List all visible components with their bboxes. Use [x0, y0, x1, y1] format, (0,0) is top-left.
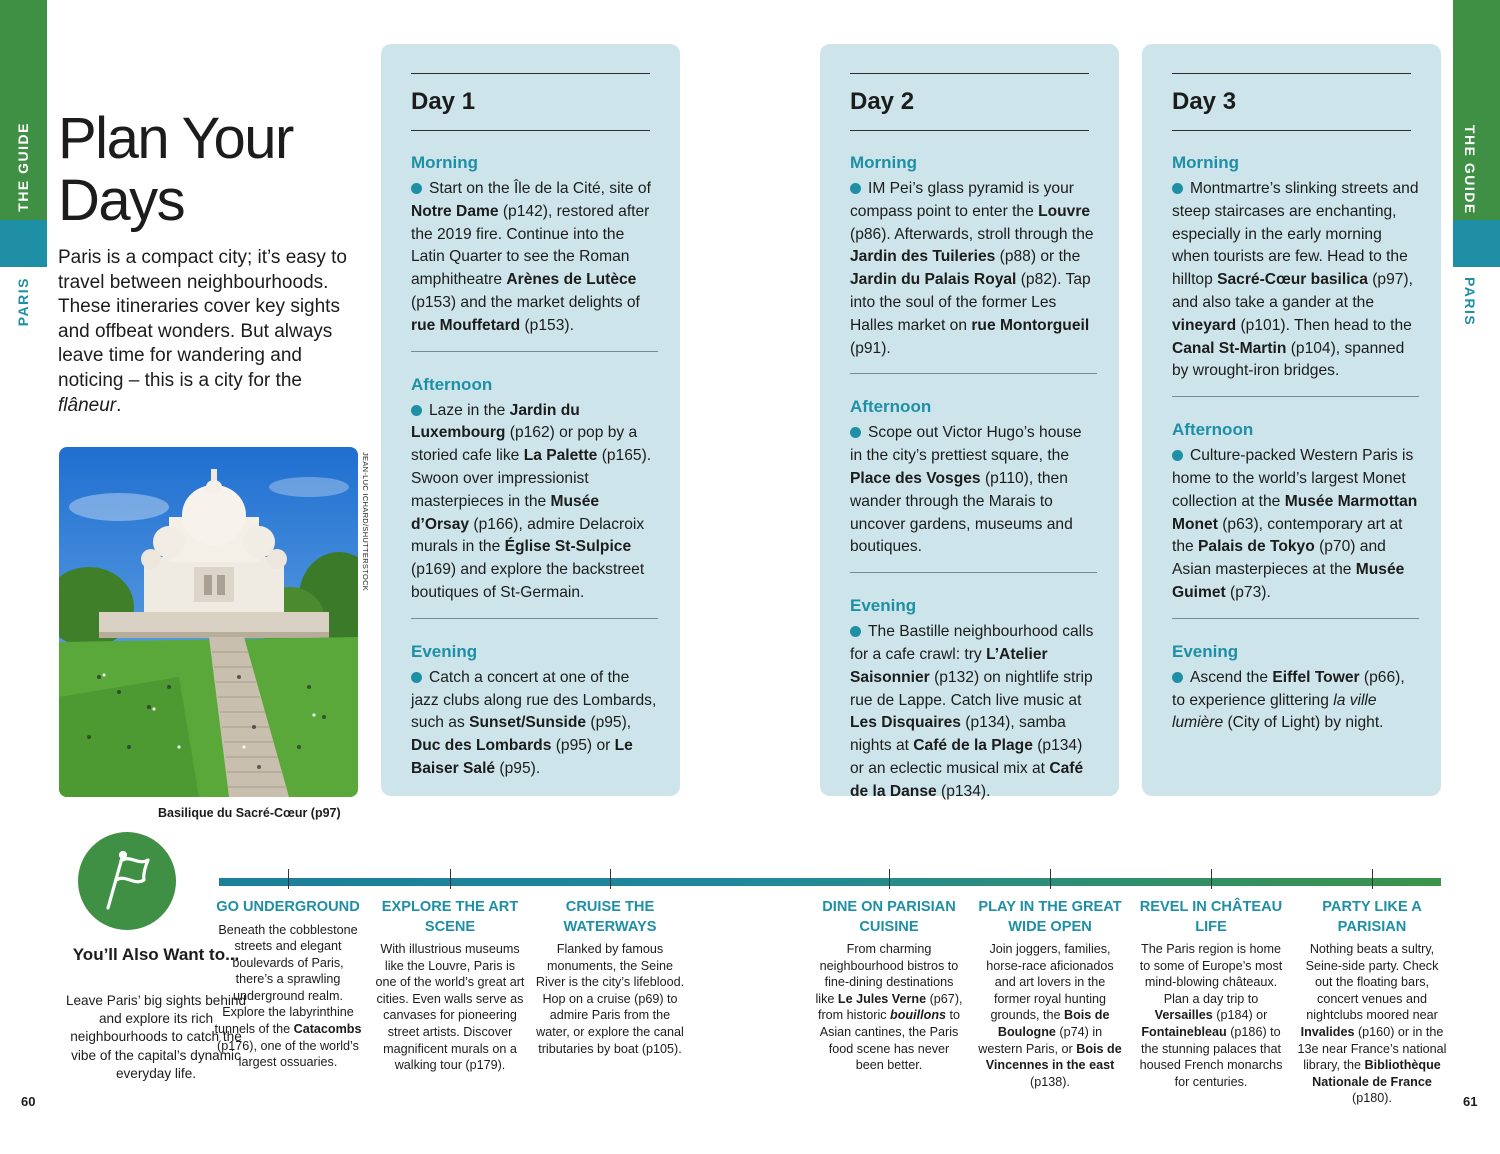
text-run: (p63), contemporary art at the [1172, 515, 1403, 556]
bold-place: L’Atelier Saisonnier [850, 645, 1048, 686]
left-city-label: PARIS [15, 277, 31, 327]
activity-title: REVEL IN CHÂTEAU LIFE [1139, 899, 1283, 935]
timeline-bar [219, 878, 1441, 886]
activity-title: EXPLORE THE ART SCENE [381, 899, 519, 935]
bold-place: Place des Vosges [850, 469, 981, 487]
text-run: (p138). [1030, 1074, 1070, 1089]
bold-place: Invalides [1300, 1024, 1355, 1039]
bold-place: Bois de Vincennes in the east [985, 1041, 1122, 1073]
slot-divider [850, 572, 1097, 573]
day-body [1172, 152, 1419, 735]
slot-text [411, 667, 658, 781]
text-run: The Bastille neighbourhood calls for a cafe crawl: try [850, 623, 1094, 663]
text-run: (p134) or an eclectic musical mix at [850, 737, 1083, 777]
activity-text [1297, 941, 1447, 1107]
bold-place: Catacombs [293, 1022, 362, 1037]
left-city-tab [0, 220, 47, 267]
activity [535, 898, 685, 1057]
activity [1297, 898, 1447, 1107]
slot-heading: Evening [411, 641, 478, 661]
bullet-dot-icon [1172, 672, 1183, 683]
photo-credit: JEAN-LUC ICHARD/SHUTTERSTOCK [361, 452, 370, 592]
text-run: (p101). Then head to the [1236, 316, 1412, 334]
text-run: (p73). [1225, 583, 1271, 601]
sacre-coeur-photo [59, 447, 358, 797]
timeline-tick [1372, 869, 1373, 889]
slot-divider [411, 618, 658, 619]
bold-place: Fontainebleau [1141, 1024, 1227, 1039]
day-title: Day 3 [1172, 88, 1237, 115]
text-run: From charming neighbourhood bistros to fine-dining destinations like [815, 942, 959, 1006]
text-run: Montmartre’s slinking streets and steep staircases are enchanting, especially in the early morning when tourists are few. Head to the hilltop [1172, 180, 1419, 289]
timeline-tick [610, 869, 611, 889]
activity-text [375, 941, 525, 1074]
also-title: You’ll Also Want to... [72, 945, 240, 964]
slot-heading: Evening [1172, 641, 1239, 661]
text-run: Join joggers, families, horse-race aficionados and art lovers in the former royal hunting grounds, the [986, 942, 1114, 1023]
text-run: (p70) and Asian masterpieces at the [1172, 538, 1386, 579]
text-run: (p160) or in the 13e near France’s national library, the [1297, 1024, 1447, 1073]
day-rule-bottom [411, 130, 650, 131]
right-guide-label: THE GUIDE [1462, 125, 1478, 215]
bold-place: Sacré-Cœur basilica [1217, 271, 1368, 289]
slot-divider [850, 373, 1097, 374]
activity-title: GO UNDERGROUND [216, 899, 360, 915]
bold-place: rue Montorgueil [971, 316, 1090, 334]
text-run: (p180). [1352, 1091, 1392, 1106]
text-run: Catch a concert at one of the jazz clubs along rue des Lombards, such as [411, 668, 657, 732]
text-run: (p176), one of the world’s largest ossuaries. [217, 1038, 359, 1070]
slot-text [411, 178, 658, 338]
text-run: (p74) in western Paris, or [978, 1024, 1103, 1056]
text-run: (p95). [495, 759, 541, 777]
italic-run: la ville lumière [1172, 691, 1377, 732]
text-run: (p166), admire Delacroix murals in the [411, 515, 645, 556]
left-guide-label: THE GUIDE [15, 122, 31, 212]
bold-place: Église St-Sulpice [504, 538, 632, 556]
bold-place: Jardin du Luxembourg [411, 401, 580, 442]
text-run: (p162) or pop by a storied cafe like [411, 424, 638, 465]
text-run: Beneath the cobblestone streets and elegant boulevards of Paris, there’s a sprawling underground realm. Explore the labyrinthine tunnels of the [214, 922, 358, 1037]
text-run: (p95), [586, 714, 632, 732]
slot-text [411, 400, 658, 605]
slot-text [850, 422, 1097, 559]
bold-place: rue Mouffetard [411, 316, 521, 334]
bold-place: Jardin des Tuileries [850, 248, 996, 266]
day-rule-top [850, 73, 1089, 74]
bold-place: Jardin du Palais Royal [850, 271, 1017, 289]
activity-title: PARTY LIKE A PARISIAN [1322, 899, 1422, 935]
bold-place: Le Jules Verne [837, 991, 927, 1006]
text-run: (p165). Swoon over impressionist masterpieces in the [411, 447, 652, 510]
text-run: (p88) or the [995, 248, 1081, 266]
day-rule-bottom [1172, 130, 1411, 131]
bold-place: Musée d’Orsay [411, 492, 600, 533]
text-run: (p153). [520, 316, 574, 334]
slot-text [850, 621, 1097, 803]
day-title: Day 1 [411, 88, 476, 115]
activity-text [975, 941, 1125, 1090]
bold-place: vineyard [1172, 316, 1237, 334]
bold-place: Eiffel Tower [1272, 668, 1360, 686]
text-run: (p186) to the stunning palaces that housed French monarchs for centuries. [1139, 1024, 1283, 1089]
text-run: Scope out Victor Hugo’s house in the city’s prettiest square, the [850, 424, 1082, 465]
bold-italic-run: bouillons [890, 1008, 947, 1023]
activity-text [213, 922, 363, 1071]
text-run: (City of Light) by night. [1223, 714, 1384, 732]
timeline-tick [1050, 869, 1051, 889]
bold-place: Duc des Lombards [411, 737, 552, 755]
timeline-tick [889, 869, 890, 889]
intro-text: Paris is a compact city; it’s easy to travel between neighbourhoods. These itineraries cover key sights and offbeat wonders. But always leave time for wandering and noticing – this is a city for the [58, 247, 347, 391]
text-run: Nothing beats a sultry, Seine-side party. Check out the floating bars, concert venues and nightclubs moored near [1305, 942, 1439, 1023]
photo-caption: Basilique du Sacré-Cœur (p97) [158, 806, 341, 820]
text-run: (p184) or [1212, 1008, 1268, 1023]
right-city-tab [1453, 220, 1500, 267]
bold-place: Bibliothèque Nationale de France [1312, 1058, 1441, 1089]
flag-icon [78, 832, 176, 930]
text-run: Laze in the [429, 401, 510, 419]
activity-title: CRUISE THE WATERWAYS [563, 899, 657, 935]
text-run: (p95) or [551, 737, 615, 755]
bold-place: Café de la Plage [913, 737, 1033, 755]
day-1-card [381, 44, 680, 796]
activity-text [535, 941, 685, 1057]
timeline-tick [1211, 869, 1212, 889]
text-run: (p110), then wander through the Marais to uncover gardens, museums and boutiques. [850, 469, 1073, 556]
day-rule-top [1172, 73, 1411, 74]
bold-place: Musée Guimet [1172, 561, 1405, 601]
bold-place: Canal St-Martin [1172, 339, 1287, 357]
slot-heading: Evening [850, 596, 917, 616]
bold-place: Arènes de Lutèce [506, 271, 637, 289]
bold-place: Le Baiser Salé [411, 737, 633, 777]
also-text: Leave Paris’ big sights behind and explore its rich neighbourhoods to catch the vibe of the capital’s dynamic everyday life. [65, 993, 247, 1081]
day-3-card [1142, 44, 1441, 796]
day-rule-top [411, 73, 650, 74]
text-run: The Paris region is home to some of Europe’s most mind-blowing châteaux. Plan a day trip to [1139, 942, 1283, 1006]
page-title: Plan Your Days [58, 106, 293, 233]
activity-text [1136, 941, 1286, 1090]
day-2-card [820, 44, 1119, 800]
text-run: (p91). [850, 339, 891, 357]
slot-heading: Morning [850, 153, 918, 172]
text-run: Start on the Île de la Cité, site of [429, 180, 651, 197]
bullet-dot-icon [411, 672, 422, 683]
bold-place: Les Disquaires [850, 714, 961, 732]
bold-place: Notre Dame [411, 202, 499, 220]
bullet-dot-icon [1172, 183, 1183, 194]
bullet-dot-icon [850, 183, 861, 194]
text-run: IM Pei’s glass pyramid is your compass point to enter the [850, 180, 1074, 220]
slot-text [1172, 667, 1419, 735]
activity [213, 898, 363, 1071]
bullet-dot-icon [1172, 450, 1183, 461]
bold-place: Palais de Tokyo [1198, 538, 1315, 556]
bullet-dot-icon [850, 427, 861, 438]
day-title: Day 2 [850, 88, 915, 115]
activity-title: PLAY IN THE GREAT WIDE OPEN [978, 899, 1122, 935]
text-run: (p104), spanned by wrought-iron bridges. [1172, 339, 1405, 380]
activity [975, 898, 1125, 1090]
right-city-label: PARIS [1462, 277, 1478, 327]
slot-text [850, 178, 1097, 360]
activity [814, 898, 964, 1074]
intro-end: . [116, 394, 122, 416]
text-run: (p169) and explore the backstreet boutiques of St-Germain. [411, 561, 645, 601]
text-run: Ascend the [1190, 668, 1273, 686]
slot-heading: Afternoon [850, 397, 932, 417]
timeline-tick [288, 869, 289, 889]
slot-heading: Morning [1172, 153, 1240, 172]
text-run: (p86). Afterwards, stroll through the [850, 225, 1094, 243]
intro-paragraph [58, 246, 368, 418]
intro-italic: flâneur [58, 394, 117, 416]
bold-place: Musée Marmottan Monet [1172, 492, 1418, 533]
text-run: (p97), and also take a gander at the [1172, 271, 1413, 311]
page-number-right: 61 [1463, 1094, 1478, 1109]
activity [1136, 898, 1286, 1090]
timeline-tick [450, 869, 451, 889]
slot-heading: Afternoon [411, 374, 493, 394]
page-number-left: 60 [21, 1094, 36, 1109]
slot-text [1172, 445, 1419, 605]
day-body [850, 152, 1097, 804]
bullet-dot-icon [411, 405, 422, 416]
text-run: Flanked by famous monuments, the Seine River is the city’s lifeblood. Hop on a cruise (p69) to admire Paris from the water, or explore the canal tributaries by boat (p105). [535, 942, 685, 1056]
slot-heading: Morning [411, 153, 479, 172]
text-run: (p82). Tap into the soul of the former Les Halles market on [850, 271, 1091, 334]
activity-title: DINE ON PARISIAN CUISINE [822, 899, 956, 935]
bold-place: Louvre [1038, 202, 1091, 220]
text-run: Culture-packed Western Paris is home to the world’s largest Monet collection at the [1172, 447, 1414, 510]
text-run: (p142), restored after the 2019 fire. Continue into the Latin Quarter to see the Roman amphitheatre [411, 202, 650, 289]
text-run: (p132) on nightlife strip rue de Lappe. Catch live music at [850, 668, 1093, 709]
bold-place: Versailles [1154, 1008, 1213, 1023]
slot-heading: Afternoon [1172, 420, 1254, 440]
slot-text [1172, 178, 1419, 383]
bullet-dot-icon [411, 183, 422, 194]
slot-divider [1172, 396, 1419, 397]
bullet-dot-icon [850, 626, 861, 637]
text-run: to Asian cantines, the Paris food scene has never been better. [819, 1008, 961, 1073]
text-run: (p134). [936, 782, 991, 800]
text-run: With illustrious museums like the Louvre, Paris is one of the world’s great art cities. Even walls serve as canvases for pioneering street artists. Discover magnificent murals on a walking tour (p179). [375, 942, 525, 1073]
day-rule-bottom [850, 130, 1089, 131]
bold-place: Sunset/Sunside [469, 714, 587, 732]
text-run: (p153) and the market delights of [411, 293, 640, 311]
text-run: (p67), from historic [817, 991, 963, 1023]
text-run: (p134), samba nights at [850, 714, 1066, 755]
slot-divider [1172, 618, 1419, 619]
slot-divider [411, 351, 658, 352]
bold-place: Café de la Danse [850, 759, 1084, 800]
text-run: (p66), to experience glittering [1172, 668, 1405, 709]
activity-text [814, 941, 964, 1074]
bold-place: Bois de Boulogne [997, 1008, 1110, 1039]
activity [375, 898, 525, 1074]
bold-place: La Palette [523, 447, 598, 465]
day-body [411, 152, 658, 781]
